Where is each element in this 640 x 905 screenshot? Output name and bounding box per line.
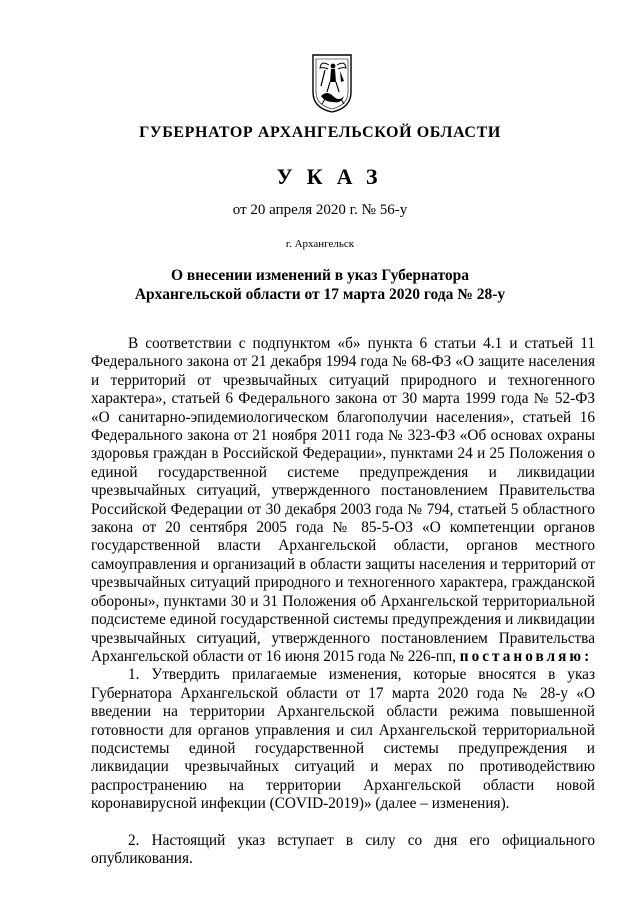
- preamble-paragraph: [91, 335, 595, 666]
- decree-date-number: от 20 апреля 2020 г. № 56-у: [232, 202, 408, 218]
- clause-1-paragraph: 1. Утвердить прилагаемые изменения, которые вносятся в указ Губернатора Архангельской области от 17 марта 2020 года № 28-у «О введении на территории Архангельской области режима повышенной готовности для органов управления и сил Архангельской территориальной подсистемы единой государственной системы предупреждения и ликвидации чрезвычайных ситуаций и мерах по противодействию распространению на территории Архангельской области новой коронавирусной инфекции (COVID-2019)» (далее – изменения).: [91, 666, 595, 813]
- decree-subject: [0, 266, 640, 304]
- clause-2-paragraph: 2. Настоящий указ вступает в силу со дня его официального опубликования.: [91, 831, 595, 867]
- preamble-text: В соответствии с подпунктом «б» пункта 6 статьи 4.1 и статьей 11 Федерального закона от 21 декабря 1994 года № 68-ФЗ «О защите населения и территорий от чрезвычайных ситуаций природного и техногенного характера», статьей 6 Федерального закона от 30 марта 1999 года № 52-ФЗ «О санитарно-эпидемиологическом благополучии населения», статьей 16 Федерального закона от 21 ноября 2011 года № 323-ФЗ «Об основах охраны здоровья граждан в Российской Федерации», пунктами 24 и 25 Положения о единой государственной системе предупреждения и ликвидации чрезвычайных ситуаций, утвержденного постановлением Правительства Российской Федерации от 30 декабря 2003 года № 794, статьей 5 областного закона от 20 сентября 2005 года № 85-5-ОЗ «О компетенции органов государственной власти Архангельской области, органов местного самоуправления и организаций в области защиты населения и территорий от чрезвычайных ситуаций природного и техногенного характера, гражданской обороны», пунктами 30 и 31 Положения об Архангельской территориальной подсистеме единой государственной системы предупреждения и ликвидации чрезвычайных ситуаций, утвержденного постановлением Правительства Архангельской области от 16 июня 2015 года № 226-пп,: [91, 335, 595, 665]
- subject-line-1: О внесении изменений в указ Губернатора: [171, 267, 469, 284]
- decree-title: УКАЗ: [276, 164, 392, 189]
- decree-colon: :: [584, 647, 590, 665]
- decree-city: г. Архангельск: [285, 238, 355, 250]
- coat-of-arms-icon: [311, 52, 353, 114]
- decree-word: постановляю: [459, 647, 585, 665]
- subject-line-2: Архангельской области от 17 марта 2020 года № 28-у: [134, 286, 506, 303]
- decree-body: [91, 335, 595, 868]
- governor-title: ГУБЕРНАТОР АРХАНГЕЛЬСКОЙ ОБЛАСТИ: [139, 124, 501, 141]
